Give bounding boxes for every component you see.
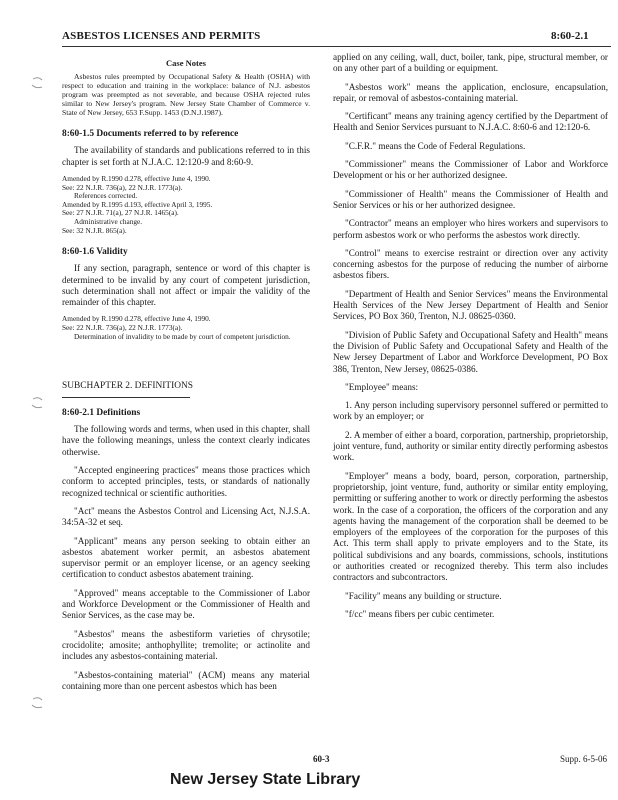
history-line: Administrative change. xyxy=(74,217,143,227)
definition-paragraph: "Employer" means a body, board, person, corporation, partnership, proprietorship, joint venture, fund, authority or similar entity employing, permitting or suffering another to work or directly performing the asbestos work. In the case of a corporation, the officers of the corporation and any agents having the management of the corporation shall be deemed to be employers of the employees of the corporation for the purposes of this Act. This term shall apply to private employers and to the State, its political subdivisions and any boards, commissions, schools, institutions or authorities created or recognized thereby. This term also includes contractors and subcontractors. xyxy=(333,470,608,583)
case-notes-text: Asbestos rules preempted by Occupational Safety & Health (OSHA) with respect to education and training in the workplace: balance of N.J. asbestos program was preempted as not severable, and because OSHA rejected rules similar to New Jersey's program. New Jersey State Chamber of Commerce v. State of New Jersey, 653 F.Supp. 1453 (D.N.J.1987). xyxy=(62,72,310,118)
history-line: Amended by R.1995 d.193, effective April 3, 1995. xyxy=(62,199,213,209)
history-line: Amended by R.1990 d.278, effective June 4, 1990. xyxy=(62,314,211,324)
page-number: 60-3 xyxy=(313,754,330,764)
definition-paragraph: The following words and terms, when used in this chapter, shall have the following meanings, unless the context clearly indicates otherwise. xyxy=(62,424,310,457)
history-line: Determination of invalidity to be made by court of competent jurisdiction. xyxy=(74,331,291,341)
subchapter-heading: SUBCHAPTER 2. DEFINITIONS xyxy=(62,381,193,392)
subchapter-divider xyxy=(62,397,190,398)
definition-paragraph: applied on any ceiling, wall, duct, boiler, tank, pipe, structural member, or on any other part of a building or equipment. xyxy=(333,52,608,74)
history-line: Amended by R.1990 d.278, effective June 4, 1990. xyxy=(62,174,211,184)
punch-hole-mark xyxy=(30,695,46,711)
definition-paragraph: "Control" means to exercise restraint or direction over any activity concerning asbestos for the purpose of reducing the number of airborne asbestos fibers. xyxy=(333,247,608,281)
history-line: See: 22 N.J.R. 736(a), 22 N.J.R. 1773(a). xyxy=(62,182,183,192)
definition-paragraph: "Facility" means any building or structure. xyxy=(345,590,502,601)
section-8-60-2-1-heading: 8:60-2.1 Definitions xyxy=(62,408,141,419)
definition-paragraph: "Accepted engineering practices" means those practices which conform to accepted principles, tests, or standards of nationally recognized technical or scientific authorities. xyxy=(62,465,310,498)
history-line: References corrected. xyxy=(74,191,138,201)
history-line: See: 32 N.J.R. 865(a). xyxy=(62,225,127,235)
section-8-60-1-5-history xyxy=(62,175,310,235)
definition-paragraph: "Contractor" means an employer who hires workers and supervisors to perform asbestos work or who performs the asbestos work directly. xyxy=(333,218,608,240)
definition-paragraph: "Approved" means acceptable to the Commissioner of Labor and Workforce Development or the Commissioner of Health and Senior Services, as the case may be. xyxy=(62,587,310,621)
punch-hole-mark xyxy=(30,395,46,411)
definition-paragraph: "Certificant" means any training agency certified by the Department of Health and Senior Services pursuant to N.J.A.C. 8:60-6 and 12:120-6. xyxy=(333,111,608,133)
punch-hole-mark xyxy=(30,75,46,91)
definition-paragraph: "Asbestos-containing material" (ACM) means any material containing more than one percent asbestos which has been xyxy=(62,669,310,691)
definition-subitem: 1. Any person including supervisory personnel suffered or permitted to work by an employer; or xyxy=(333,400,608,422)
running-header-title: ASBESTOS LICENSES AND PERMITS xyxy=(62,30,261,42)
supplement-date: Supp. 6-5-06 xyxy=(560,754,607,764)
definition-paragraph: "Commissioner of Health" means the Commissioner of Health and Senior Services or his or her authorized designee. xyxy=(333,188,608,210)
section-8-60-1-6-heading: 8:60-1.6 Validity xyxy=(62,247,128,258)
definition-paragraph: "Applicant" means any person seeking to obtain either an asbestos abatement worker permit, an asbestos abatement supervisor permit or an employer license, or an agency seeking certification to conduct asbestos abatement training. xyxy=(62,535,310,580)
right-column xyxy=(333,52,608,627)
definition-paragraph: "Asbestos" means the asbestiform varieties of chrysotile; crocidolite; amosite; anthophyllite; tremolite; or actinolite and includes any asbestos-containing material. xyxy=(62,628,310,662)
definition-paragraph: "C.F.R." means the Code of Federal Regulations. xyxy=(345,140,526,151)
section-8-60-1-5-text: The availability of standards and publications referred to in this chapter is set forth at N.J.A.C. 12:120-9 and 8:60-9. xyxy=(62,145,310,167)
history-line: See: 27 N.J.R. 71(a), 27 N.J.R. 1465(a). xyxy=(62,208,179,218)
definition-paragraph: "Commissioner" means the Commissioner of Labor and Workforce Development or his or her authorized designee. xyxy=(333,159,608,181)
left-column xyxy=(62,52,310,699)
history-line: See: 22 N.J.R. 736(a), 22 N.J.R. 1773(a). xyxy=(62,323,183,332)
definition-paragraph: "f/cc" means fibers per cubic centimeter. xyxy=(345,608,495,619)
section-8-60-1-5-heading: 8:60-1.5 Documents referred to by reference xyxy=(62,129,239,140)
section-8-60-1-6-history xyxy=(62,315,310,341)
definition-paragraph: "Employee" means: xyxy=(345,381,419,392)
running-header-section: 8:60-2.1 xyxy=(551,30,589,42)
header-divider xyxy=(62,46,611,47)
library-stamp: New Jersey State Library xyxy=(170,771,361,788)
definition-paragraph: "Act" means the Asbestos Control and Licensing Act, N.J.S.A. 34:5A-32 et seq. xyxy=(62,505,310,528)
definition-paragraph: "Asbestos work" means the application, enclosure, encapsulation, repair, or removal of asbestos-containing material. xyxy=(333,81,608,103)
definition-paragraph: "Department of Health and Senior Services" means the Environmental Health Services of the New Jersey Department of Health and Senior Services, PO Box 360, Trenton, N.J. 08625-0360. xyxy=(333,288,608,322)
definition-subitem: 2. A member of either a board, corporation, partnership, proprietorship, joint venture, fund, authority or similar entity directly performing asbestos work. xyxy=(333,429,608,463)
definition-paragraph: "Division of Public Safety and Occupational Safety and Health" means the Division of Public Safety and Occupational Safety and Health of the New Jersey Department of Labor and Workforce Development, PO Box 386, Trenton, New Jersey, 08625-0386. xyxy=(333,329,608,374)
section-8-60-1-6-text: If any section, paragraph, sentence or word of this chapter is determined to be invalid by any court of competent jurisdiction, such determination shall not affect or impair the validity of the remainder of this chapter. xyxy=(62,263,310,308)
case-notes-heading: Case Notes xyxy=(166,58,206,68)
